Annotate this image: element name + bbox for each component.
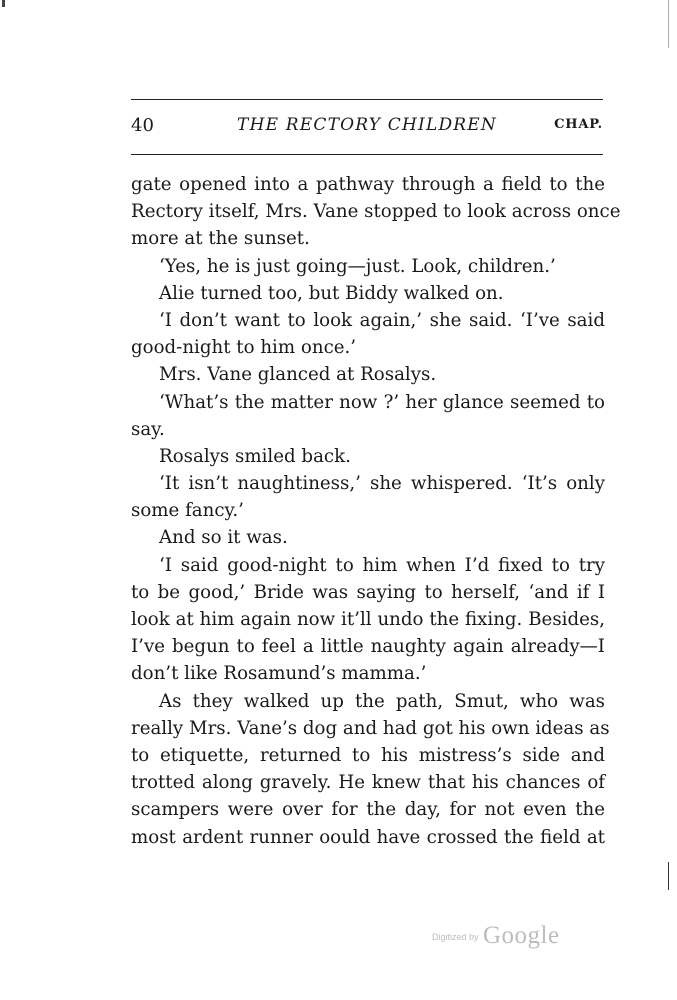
chapter-label: CHAP. (554, 117, 603, 132)
text-line: don’t like Rosamund’s mamma.’ (131, 663, 427, 685)
text-line: I’ve begun to feel a little naughty again already—I (131, 636, 605, 658)
text-line: gate opened into a pathway through a field to the (131, 174, 605, 195)
text-line: most ardent runner oould have crossed the field at (131, 826, 605, 848)
running-title: THE RECTORY CHILDREN (237, 115, 497, 135)
text-line: ‘What’s the matter now ?’ her glance seemed to (159, 391, 605, 413)
running-header (131, 115, 603, 141)
text-line: Alie turned too, but Biddy walked on. (159, 282, 504, 304)
text-line: really Mrs. Vane’s dog and had got his own ideas as (131, 717, 610, 739)
scan-edge-mark-top (668, 0, 669, 48)
watermark-prefix: Digitized by (432, 932, 479, 942)
text-line: ‘I said good-night to him when I’d fixed to try (159, 554, 605, 576)
header-rule-bottom (131, 154, 603, 155)
text-line: As they walked up the path, Smut, who was (159, 690, 605, 712)
text-line: ‘Yes, he is just going—just. Look, children.’ (159, 255, 556, 277)
google-watermark (432, 922, 560, 950)
page-number: 40 (131, 115, 154, 136)
scan-edge-mark-bottom (668, 862, 669, 890)
text-line: to etiquette, returned to his mistress’s side and (131, 744, 605, 766)
header-rule-top (131, 99, 603, 100)
text-line: ‘I don’t want to look again,’ she said. ‘I’ve said (159, 309, 605, 331)
text-line: some fancy.’ (131, 500, 244, 522)
body-text (131, 171, 621, 851)
text-line: scampers were over for the day, for not even the (131, 799, 605, 821)
text-line: And so it was. (159, 527, 288, 549)
text-line: look at him again now it’ll undo the fixing. Besides, (131, 609, 605, 630)
text-line: Rosalys smiled back. (159, 445, 351, 467)
text-line: Rectory itself, Mrs. Vane stopped to look across once (131, 201, 621, 223)
text-line: say. (131, 418, 165, 440)
text-line: more at the sunset. (131, 228, 310, 250)
text-line: good-night to him once.’ (131, 337, 357, 359)
text-line: Mrs. Vane glanced at Rosalys. (159, 364, 437, 386)
text-line: ‘It isn’t naughtiness,’ she whispered. ‘It’s only (159, 473, 605, 495)
scan-corner-mark (2, 0, 5, 7)
text-line: trotted along gravely. He knew that his chances of (131, 772, 605, 794)
text-line: to be good,’ Bride was saying to herself, ‘and if I (131, 581, 605, 603)
watermark-brand: Google (482, 922, 560, 949)
